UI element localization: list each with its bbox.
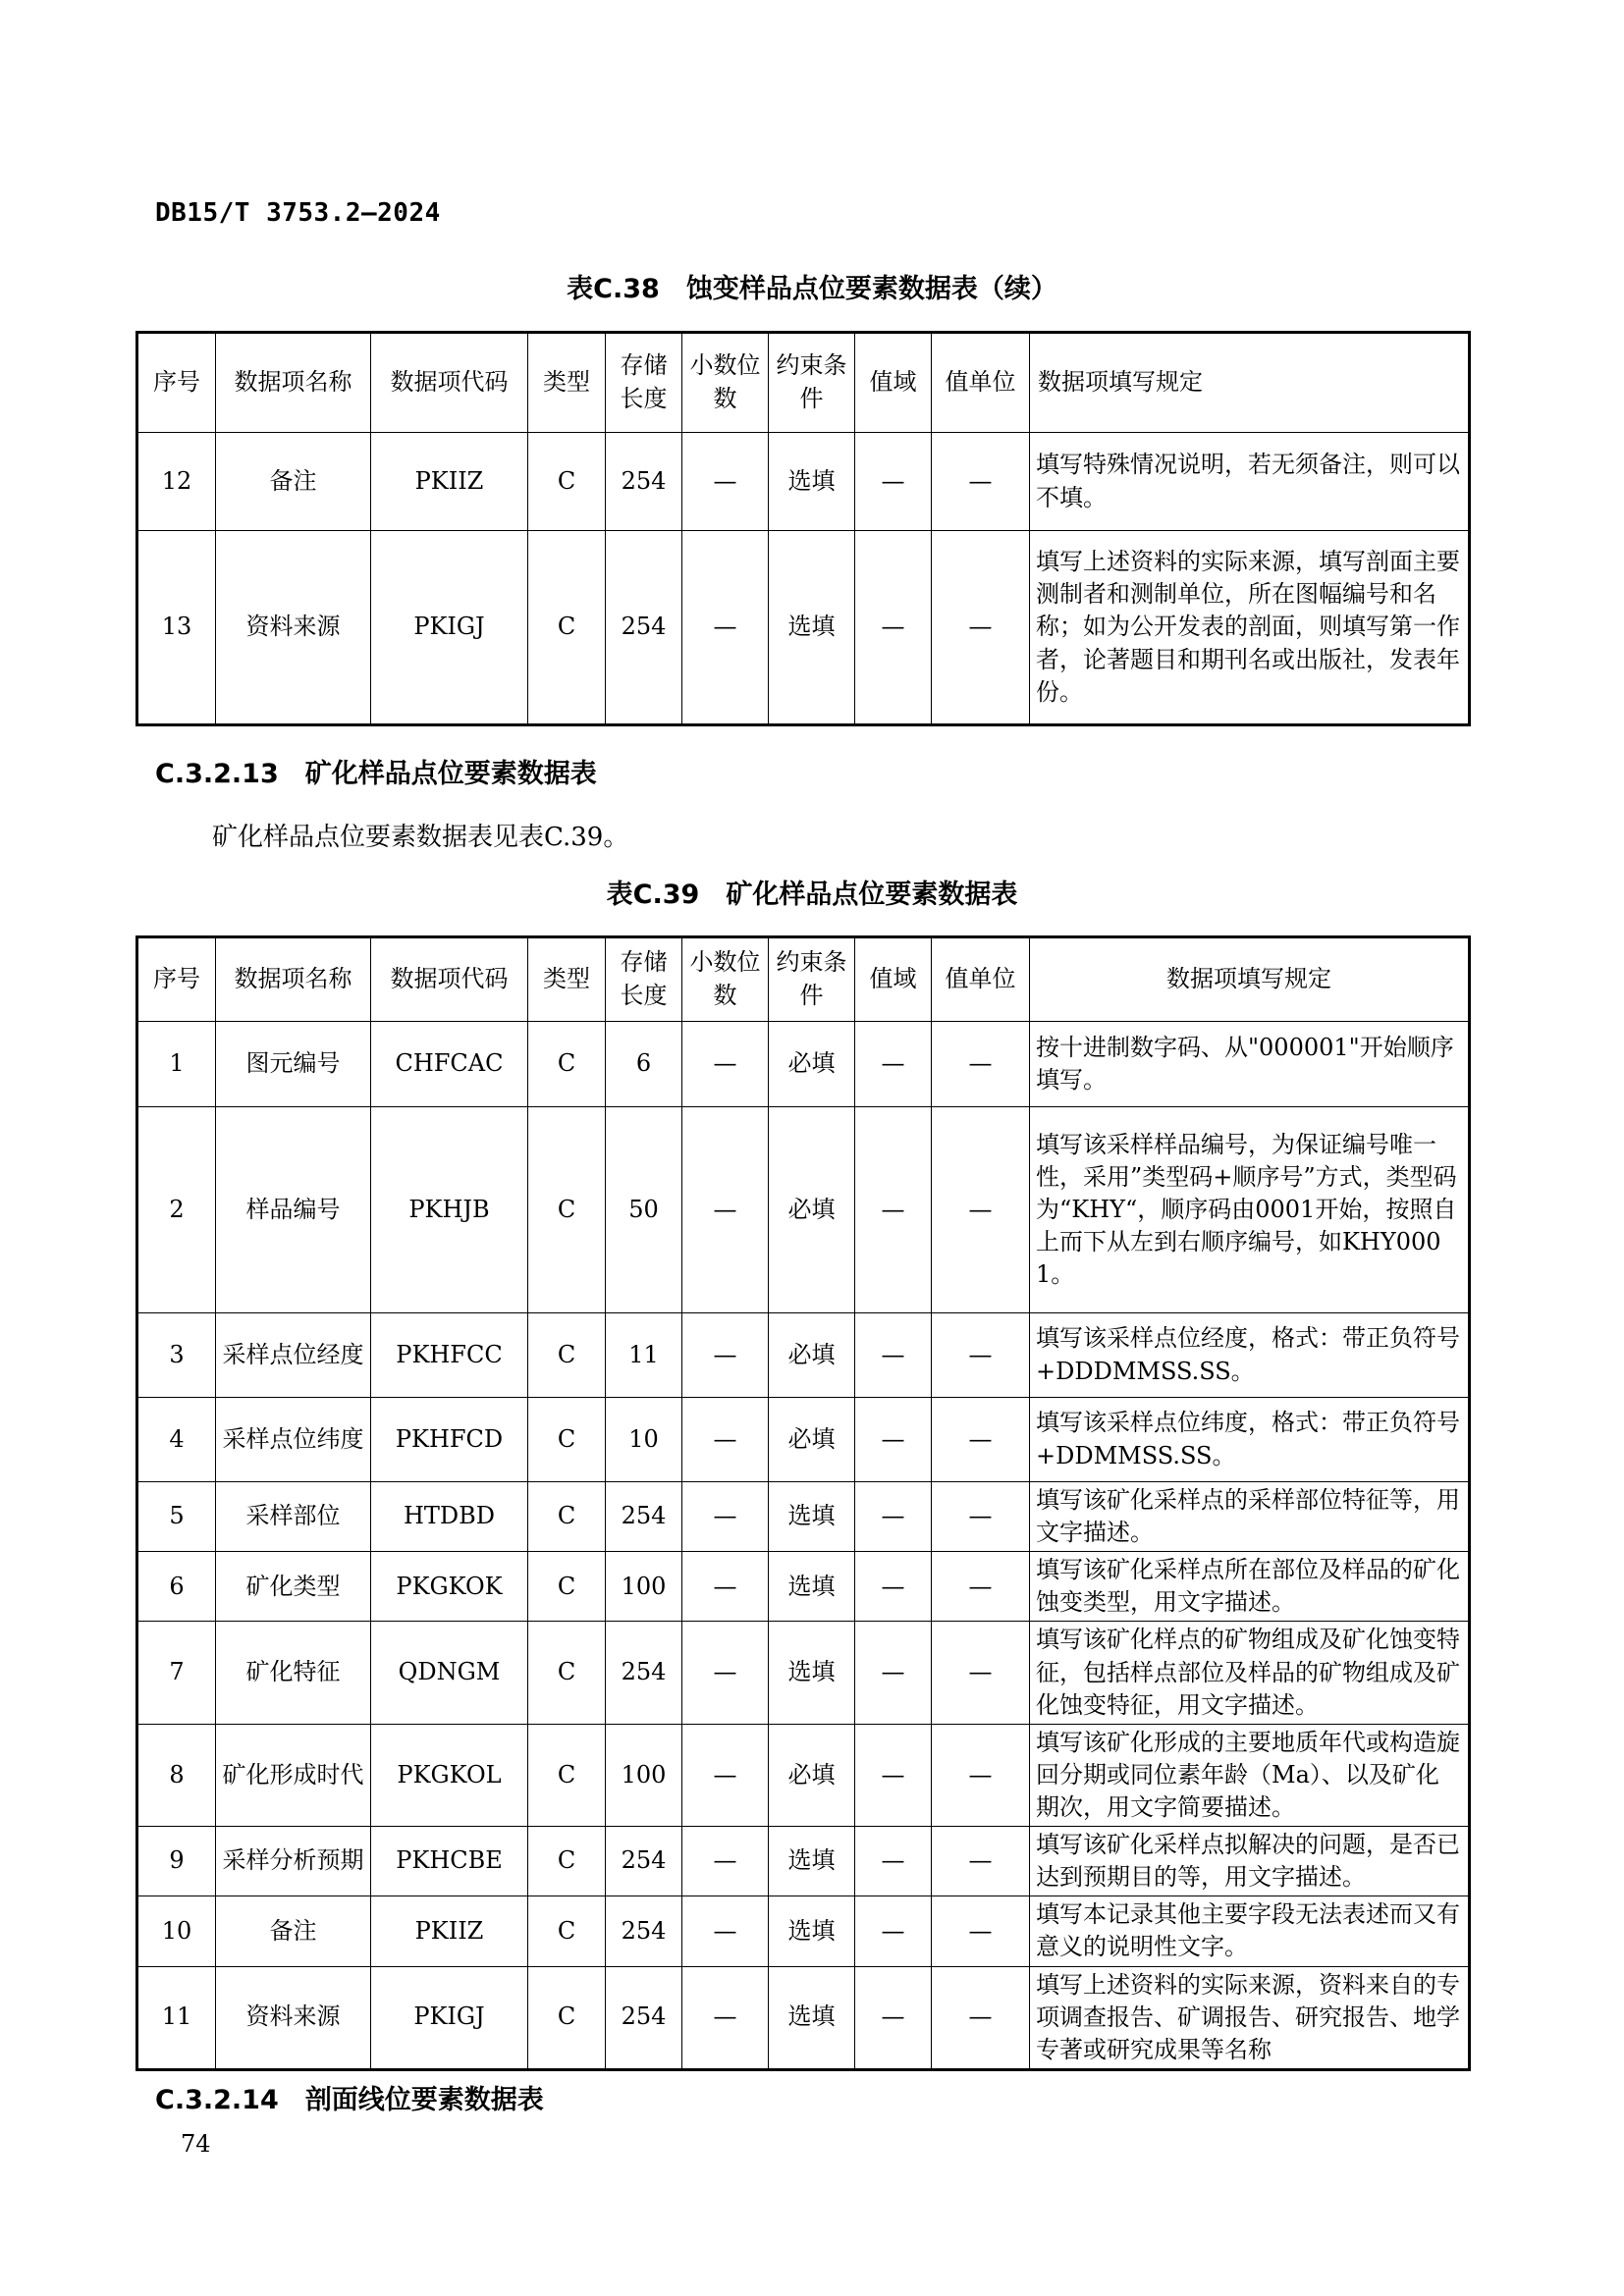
header-cell: 存储长度 — [606, 333, 682, 433]
table-row — [137, 531, 1470, 725]
table-c38 — [135, 331, 1471, 726]
cell-index: 5 — [137, 1482, 216, 1552]
cell-decimals: — — [682, 1482, 769, 1552]
cell-index: 3 — [137, 1313, 216, 1398]
cell-domain: — — [855, 1896, 932, 1966]
cell-rule: 填写本记录其他主要字段无法表述而又有意义的说明性文字。 — [1030, 1896, 1470, 1966]
cell-item-name: 采样部位 — [216, 1482, 371, 1552]
cell-index: 9 — [137, 1827, 216, 1896]
cell-constraint: 必填 — [769, 1107, 855, 1313]
cell-item-name: 采样点位纬度 — [216, 1398, 371, 1482]
cell-rule: 填写该矿化采样点所在部位及样品的矿化蚀变类型，用文字描述。 — [1030, 1552, 1470, 1622]
cell-decimals: — — [682, 1622, 769, 1724]
cell-item-code: PKIIZ — [371, 1896, 528, 1966]
cell-unit: — — [932, 1622, 1030, 1724]
table-row — [137, 1827, 1470, 1896]
table-c39 — [135, 935, 1471, 2071]
cell-type: C — [528, 531, 606, 725]
header-cell: 约束条件 — [769, 333, 855, 433]
cell-length: 254 — [606, 433, 682, 531]
cell-item-name: 矿化特征 — [216, 1622, 371, 1724]
header-cell: 数据项代码 — [371, 333, 528, 433]
cell-index: 1 — [137, 1022, 216, 1107]
table-row — [137, 1622, 1470, 1724]
table-row — [137, 1896, 1470, 1966]
cell-rule: 按十进制数字码、从"000001"开始顺序填写。 — [1030, 1022, 1470, 1107]
table-row — [137, 1313, 1470, 1398]
cell-domain: — — [855, 1622, 932, 1724]
table-row — [137, 1966, 1470, 2069]
cell-decimals: — — [682, 1827, 769, 1896]
cell-domain: — — [855, 1313, 932, 1398]
cell-unit: — — [932, 1827, 1030, 1896]
table-header-row — [137, 333, 1470, 433]
cell-unit: — — [932, 1022, 1030, 1107]
cell-domain: — — [855, 1724, 932, 1826]
header-cell: 数据项名称 — [216, 937, 371, 1022]
cell-decimals: — — [682, 531, 769, 725]
cell-decimals: — — [682, 1966, 769, 2069]
cell-domain: — — [855, 1827, 932, 1896]
cell-item-code: PKIIZ — [371, 433, 528, 531]
cell-type: C — [528, 1966, 606, 2069]
cell-decimals: — — [682, 1022, 769, 1107]
header-cell: 值域 — [855, 937, 932, 1022]
section-paragraph: 矿化样品点位要素数据表见表C.39。 — [212, 823, 629, 852]
cell-constraint: 选填 — [769, 1552, 855, 1622]
cell-unit: — — [932, 1724, 1030, 1826]
section-heading-c3214: C.3.2.14 剖面线位要素数据表 — [155, 2085, 544, 2115]
header-cell: 数据项填写规定 — [1030, 333, 1470, 433]
cell-index: 12 — [137, 433, 216, 531]
cell-item-code: CHFCAC — [371, 1022, 528, 1107]
cell-rule: 填写该采样样品编号，为保证编号唯一性，采用”类型码+顺序号”方式，类型码为“KHY“，顺序码由0001开始，按照自上而下从左到右顺序编号，如KHY0001。 — [1030, 1107, 1470, 1313]
cell-unit: — — [932, 1552, 1030, 1622]
header-cell: 类型 — [528, 333, 606, 433]
cell-item-name: 备注 — [216, 1896, 371, 1966]
cell-domain: — — [855, 531, 932, 725]
cell-constraint: 必填 — [769, 1724, 855, 1826]
cell-item-name: 矿化形成时代 — [216, 1724, 371, 1826]
cell-length: 254 — [606, 1482, 682, 1552]
cell-length: 254 — [606, 531, 682, 725]
cell-type: C — [528, 1398, 606, 1482]
cell-item-name: 图元编号 — [216, 1022, 371, 1107]
table-row — [137, 433, 1470, 531]
cell-item-name: 备注 — [216, 433, 371, 531]
cell-index: 6 — [137, 1552, 216, 1622]
cell-constraint: 必填 — [769, 1398, 855, 1482]
header-cell: 值单位 — [932, 937, 1030, 1022]
cell-rule: 填写上述资料的实际来源，资料来自的专项调查报告、矿调报告、研究报告、地学专著或研究成果等名称 — [1030, 1966, 1470, 2069]
cell-decimals: — — [682, 433, 769, 531]
cell-item-code: PKIGJ — [371, 1966, 528, 2069]
cell-constraint: 选填 — [769, 433, 855, 531]
cell-constraint: 选填 — [769, 531, 855, 725]
cell-length: 254 — [606, 1622, 682, 1724]
cell-item-name: 采样分析预期 — [216, 1827, 371, 1896]
header-cell: 序号 — [137, 333, 216, 433]
cell-item-code: PKIGJ — [371, 531, 528, 725]
cell-item-name: 资料来源 — [216, 1966, 371, 2069]
cell-unit: — — [932, 531, 1030, 725]
table-row — [137, 1022, 1470, 1107]
cell-rule: 填写上述资料的实际来源，填写剖面主要测制者和测制单位，所在图幅编号和名称；如为公开发表的剖面，则填写第一作者，论著题目和期刊名或出版社，发表年份。 — [1030, 531, 1470, 725]
cell-item-code: HTDBD — [371, 1482, 528, 1552]
cell-length: 254 — [606, 1966, 682, 2069]
cell-length: 254 — [606, 1896, 682, 1966]
cell-unit: — — [932, 1313, 1030, 1398]
cell-decimals: — — [682, 1724, 769, 1826]
cell-rule: 填写该矿化采样点的采样部位特征等，用文字描述。 — [1030, 1482, 1470, 1552]
cell-type: C — [528, 1896, 606, 1966]
cell-item-code: QDNGM — [371, 1622, 528, 1724]
header-cell: 类型 — [528, 937, 606, 1022]
cell-domain: — — [855, 1107, 932, 1313]
cell-decimals: — — [682, 1896, 769, 1966]
table-row — [137, 1398, 1470, 1482]
cell-item-code: PKGKOK — [371, 1552, 528, 1622]
cell-type: C — [528, 433, 606, 531]
table-row — [137, 1552, 1470, 1622]
cell-type: C — [528, 1313, 606, 1398]
cell-type: C — [528, 1107, 606, 1313]
cell-item-name: 矿化类型 — [216, 1552, 371, 1622]
cell-length: 11 — [606, 1313, 682, 1398]
document-code: DB15/T 3753.2—2024 — [155, 198, 441, 228]
cell-constraint: 选填 — [769, 1827, 855, 1896]
cell-type: C — [528, 1552, 606, 1622]
cell-constraint: 必填 — [769, 1022, 855, 1107]
cell-type: C — [528, 1827, 606, 1896]
header-cell: 存储长度 — [606, 937, 682, 1022]
cell-decimals: — — [682, 1552, 769, 1622]
cell-rule: 填写该采样点位经度，格式：带正负符号+DDDMMSS.SS。 — [1030, 1313, 1470, 1398]
header-cell: 小数位数 — [682, 937, 769, 1022]
cell-item-name: 样品编号 — [216, 1107, 371, 1313]
cell-index: 2 — [137, 1107, 216, 1313]
header-cell: 数据项名称 — [216, 333, 371, 433]
cell-rule: 填写该矿化采样点拟解决的问题，是否已达到预期目的等，用文字描述。 — [1030, 1827, 1470, 1896]
cell-unit: — — [932, 1482, 1030, 1552]
cell-unit: — — [932, 433, 1030, 531]
cell-constraint: 选填 — [769, 1482, 855, 1552]
cell-length: 6 — [606, 1022, 682, 1107]
page-number: 74 — [181, 2130, 211, 2158]
cell-item-code: PKHFCC — [371, 1313, 528, 1398]
cell-domain: — — [855, 1552, 932, 1622]
table-row — [137, 1482, 1470, 1552]
cell-rule: 填写该采样点位纬度，格式：带正负符号+DDMMSS.SS。 — [1030, 1398, 1470, 1482]
cell-decimals: — — [682, 1398, 769, 1482]
cell-type: C — [528, 1724, 606, 1826]
table-c39-caption: 表C.39 矿化样品点位要素数据表 — [606, 880, 1018, 910]
cell-decimals: — — [682, 1107, 769, 1313]
cell-index: 10 — [137, 1896, 216, 1966]
cell-constraint: 必填 — [769, 1313, 855, 1398]
cell-decimals: — — [682, 1313, 769, 1398]
cell-item-code: PKGKOL — [371, 1724, 528, 1826]
cell-item-name: 资料来源 — [216, 531, 371, 725]
cell-constraint: 选填 — [769, 1896, 855, 1966]
cell-index: 13 — [137, 531, 216, 725]
header-cell: 数据项代码 — [371, 937, 528, 1022]
cell-type: C — [528, 1482, 606, 1552]
cell-item-code: PKHJB — [371, 1107, 528, 1313]
cell-rule: 填写特殊情况说明，若无须备注，则可以不填。 — [1030, 433, 1470, 531]
header-cell: 值单位 — [932, 333, 1030, 433]
cell-domain: — — [855, 1966, 932, 2069]
cell-constraint: 选填 — [769, 1622, 855, 1724]
cell-item-code: PKHCBE — [371, 1827, 528, 1896]
table-row — [137, 1107, 1470, 1313]
header-cell: 约束条件 — [769, 937, 855, 1022]
section-heading-c3213: C.3.2.13 矿化样品点位要素数据表 — [155, 759, 597, 789]
cell-rule: 填写该矿化样点的矿物组成及矿化蚀变特征，包括样点部位及样品的矿物组成及矿化蚀变特征，用文字描述。 — [1030, 1622, 1470, 1724]
cell-unit: — — [932, 1966, 1030, 2069]
cell-length: 254 — [606, 1827, 682, 1896]
table-header-row — [137, 937, 1470, 1022]
cell-constraint: 选填 — [769, 1966, 855, 2069]
cell-length: 10 — [606, 1398, 682, 1482]
cell-type: C — [528, 1622, 606, 1724]
cell-rule: 填写该矿化形成的主要地质年代或构造旋回分期或同位素年龄（Ma）、以及矿化期次，用文字简要描述。 — [1030, 1724, 1470, 1826]
header-cell: 序号 — [137, 937, 216, 1022]
cell-index: 4 — [137, 1398, 216, 1482]
header-cell: 小数位数 — [682, 333, 769, 433]
cell-unit: — — [932, 1896, 1030, 1966]
table-row — [137, 1724, 1470, 1826]
cell-index: 8 — [137, 1724, 216, 1826]
cell-index: 11 — [137, 1966, 216, 2069]
cell-domain: — — [855, 1398, 932, 1482]
cell-domain: — — [855, 1022, 932, 1107]
cell-domain: — — [855, 1482, 932, 1552]
header-cell: 数据项填写规定 — [1030, 937, 1470, 1022]
cell-item-name: 采样点位经度 — [216, 1313, 371, 1398]
cell-length: 100 — [606, 1724, 682, 1826]
cell-item-code: PKHFCD — [371, 1398, 528, 1482]
table-c38-caption: 表C.38 蚀变样品点位要素数据表（续） — [567, 274, 1057, 304]
cell-type: C — [528, 1022, 606, 1107]
cell-unit: — — [932, 1398, 1030, 1482]
header-cell: 值域 — [855, 333, 932, 433]
cell-length: 50 — [606, 1107, 682, 1313]
cell-length: 100 — [606, 1552, 682, 1622]
cell-index: 7 — [137, 1622, 216, 1724]
cell-domain: — — [855, 433, 932, 531]
cell-unit: — — [932, 1107, 1030, 1313]
